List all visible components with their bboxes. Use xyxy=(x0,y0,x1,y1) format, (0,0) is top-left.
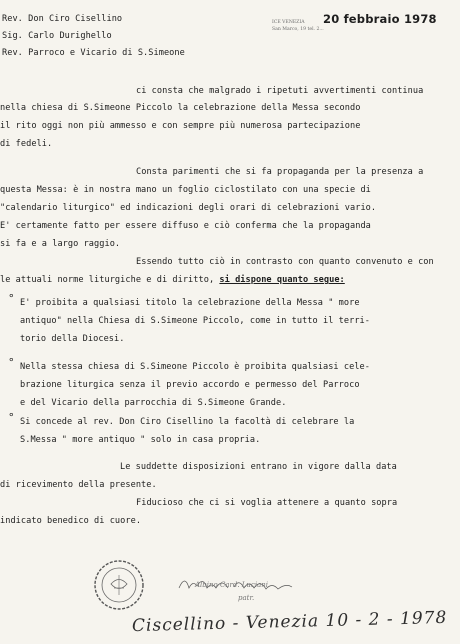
paragraph-line: ci consta che malgrado i ripetuti avvertimenti continua xyxy=(136,86,424,96)
paragraph-line: indicato benedico di cuore. xyxy=(0,516,142,526)
seal-stamp xyxy=(92,558,146,612)
bullet-marker: ° xyxy=(8,356,15,369)
signature-name: Albino Card. Luciani xyxy=(195,581,269,589)
list-item-line: e del Vicario della parrocchia di S.Simeone Grande. xyxy=(20,398,287,408)
list-item-line: Nella stessa chiesa di S.Simeone Piccolo è proibita qualsiasi cele- xyxy=(20,362,370,372)
paragraph-line: Fiducioso che ci si voglia attenere a quanto sopra xyxy=(136,498,398,508)
paragraph-line: nella chiesa di S.Simeone Piccolo la celebrazione della Messa secondo xyxy=(0,103,361,113)
bullet-marker: ° xyxy=(8,411,15,424)
paragraph-line: Consta parimenti che si fa propaganda per la presenza a xyxy=(136,167,424,177)
dispositions-heading: si dispone quanto segue: xyxy=(219,275,345,285)
list-item-line: torio della Diocesi. xyxy=(20,334,125,344)
list-item-line: E' proibita a qualsiasi titolo la celebrazione della Messa " more xyxy=(20,298,360,308)
paragraph-line: E' certamente fatto per essere diffuso e ciò conferma che la propaganda xyxy=(0,221,371,231)
letterhead-stamp: San Marco, 19 tel. 2... xyxy=(272,27,324,32)
paragraph-line: "calendario liturgico" ed indicazioni degli orari di celebrazioni vario. xyxy=(0,203,377,213)
paragraph-line: si fa e a largo raggio. xyxy=(0,239,121,249)
paragraph-line: di fedeli. xyxy=(0,139,53,149)
paragraph-line xyxy=(0,275,345,285)
list-item-line: S.Messa " more antiquo " solo in casa propria. xyxy=(20,435,261,445)
paragraph-line: il rito oggi non più ammesso e con sempre più numerosa partecipazione xyxy=(0,121,361,131)
recipient-line: Rev. Don Ciro Cisellino xyxy=(2,14,123,24)
list-item-line: antiquo" nella Chiesa di S.Simeone Piccolo, come in tutto il terri- xyxy=(20,316,370,326)
letterhead-stamp: ICE VENEZIA xyxy=(272,20,305,25)
recipient-line: Rev. Parroco e Vicario di S.Simeone xyxy=(2,48,185,58)
letter-date: 20 febbraio 1978 xyxy=(323,12,437,26)
signature-title: patr. xyxy=(238,594,255,602)
paragraph-line: Le suddette disposizioni entrano in vigore dalla data xyxy=(120,462,397,472)
bullet-marker: ° xyxy=(8,292,15,305)
paragraph-line: questa Messa: è in nostra mano un foglio ciclostilato con una specie di xyxy=(0,185,371,195)
paragraph-line: di ricevimento della presente. xyxy=(0,480,157,490)
recipient-line: Sig. Carlo Durighello xyxy=(2,31,112,41)
paragraph-text: le attuali norme liturgiche e di diritto, xyxy=(0,275,220,285)
paragraph-line: Essendo tutto ciò in contrasto con quanto convenuto e con xyxy=(136,257,434,267)
list-item-line: Si concede al rev. Don Ciro Cisellino la facoltà di celebrare la xyxy=(20,417,355,427)
list-item-line: brazione liturgica senza il previo accordo e permesso del Parroco xyxy=(20,380,360,390)
handwritten-note: Ciscellino - Venezia 10 - 2 - 1978 xyxy=(131,607,448,637)
